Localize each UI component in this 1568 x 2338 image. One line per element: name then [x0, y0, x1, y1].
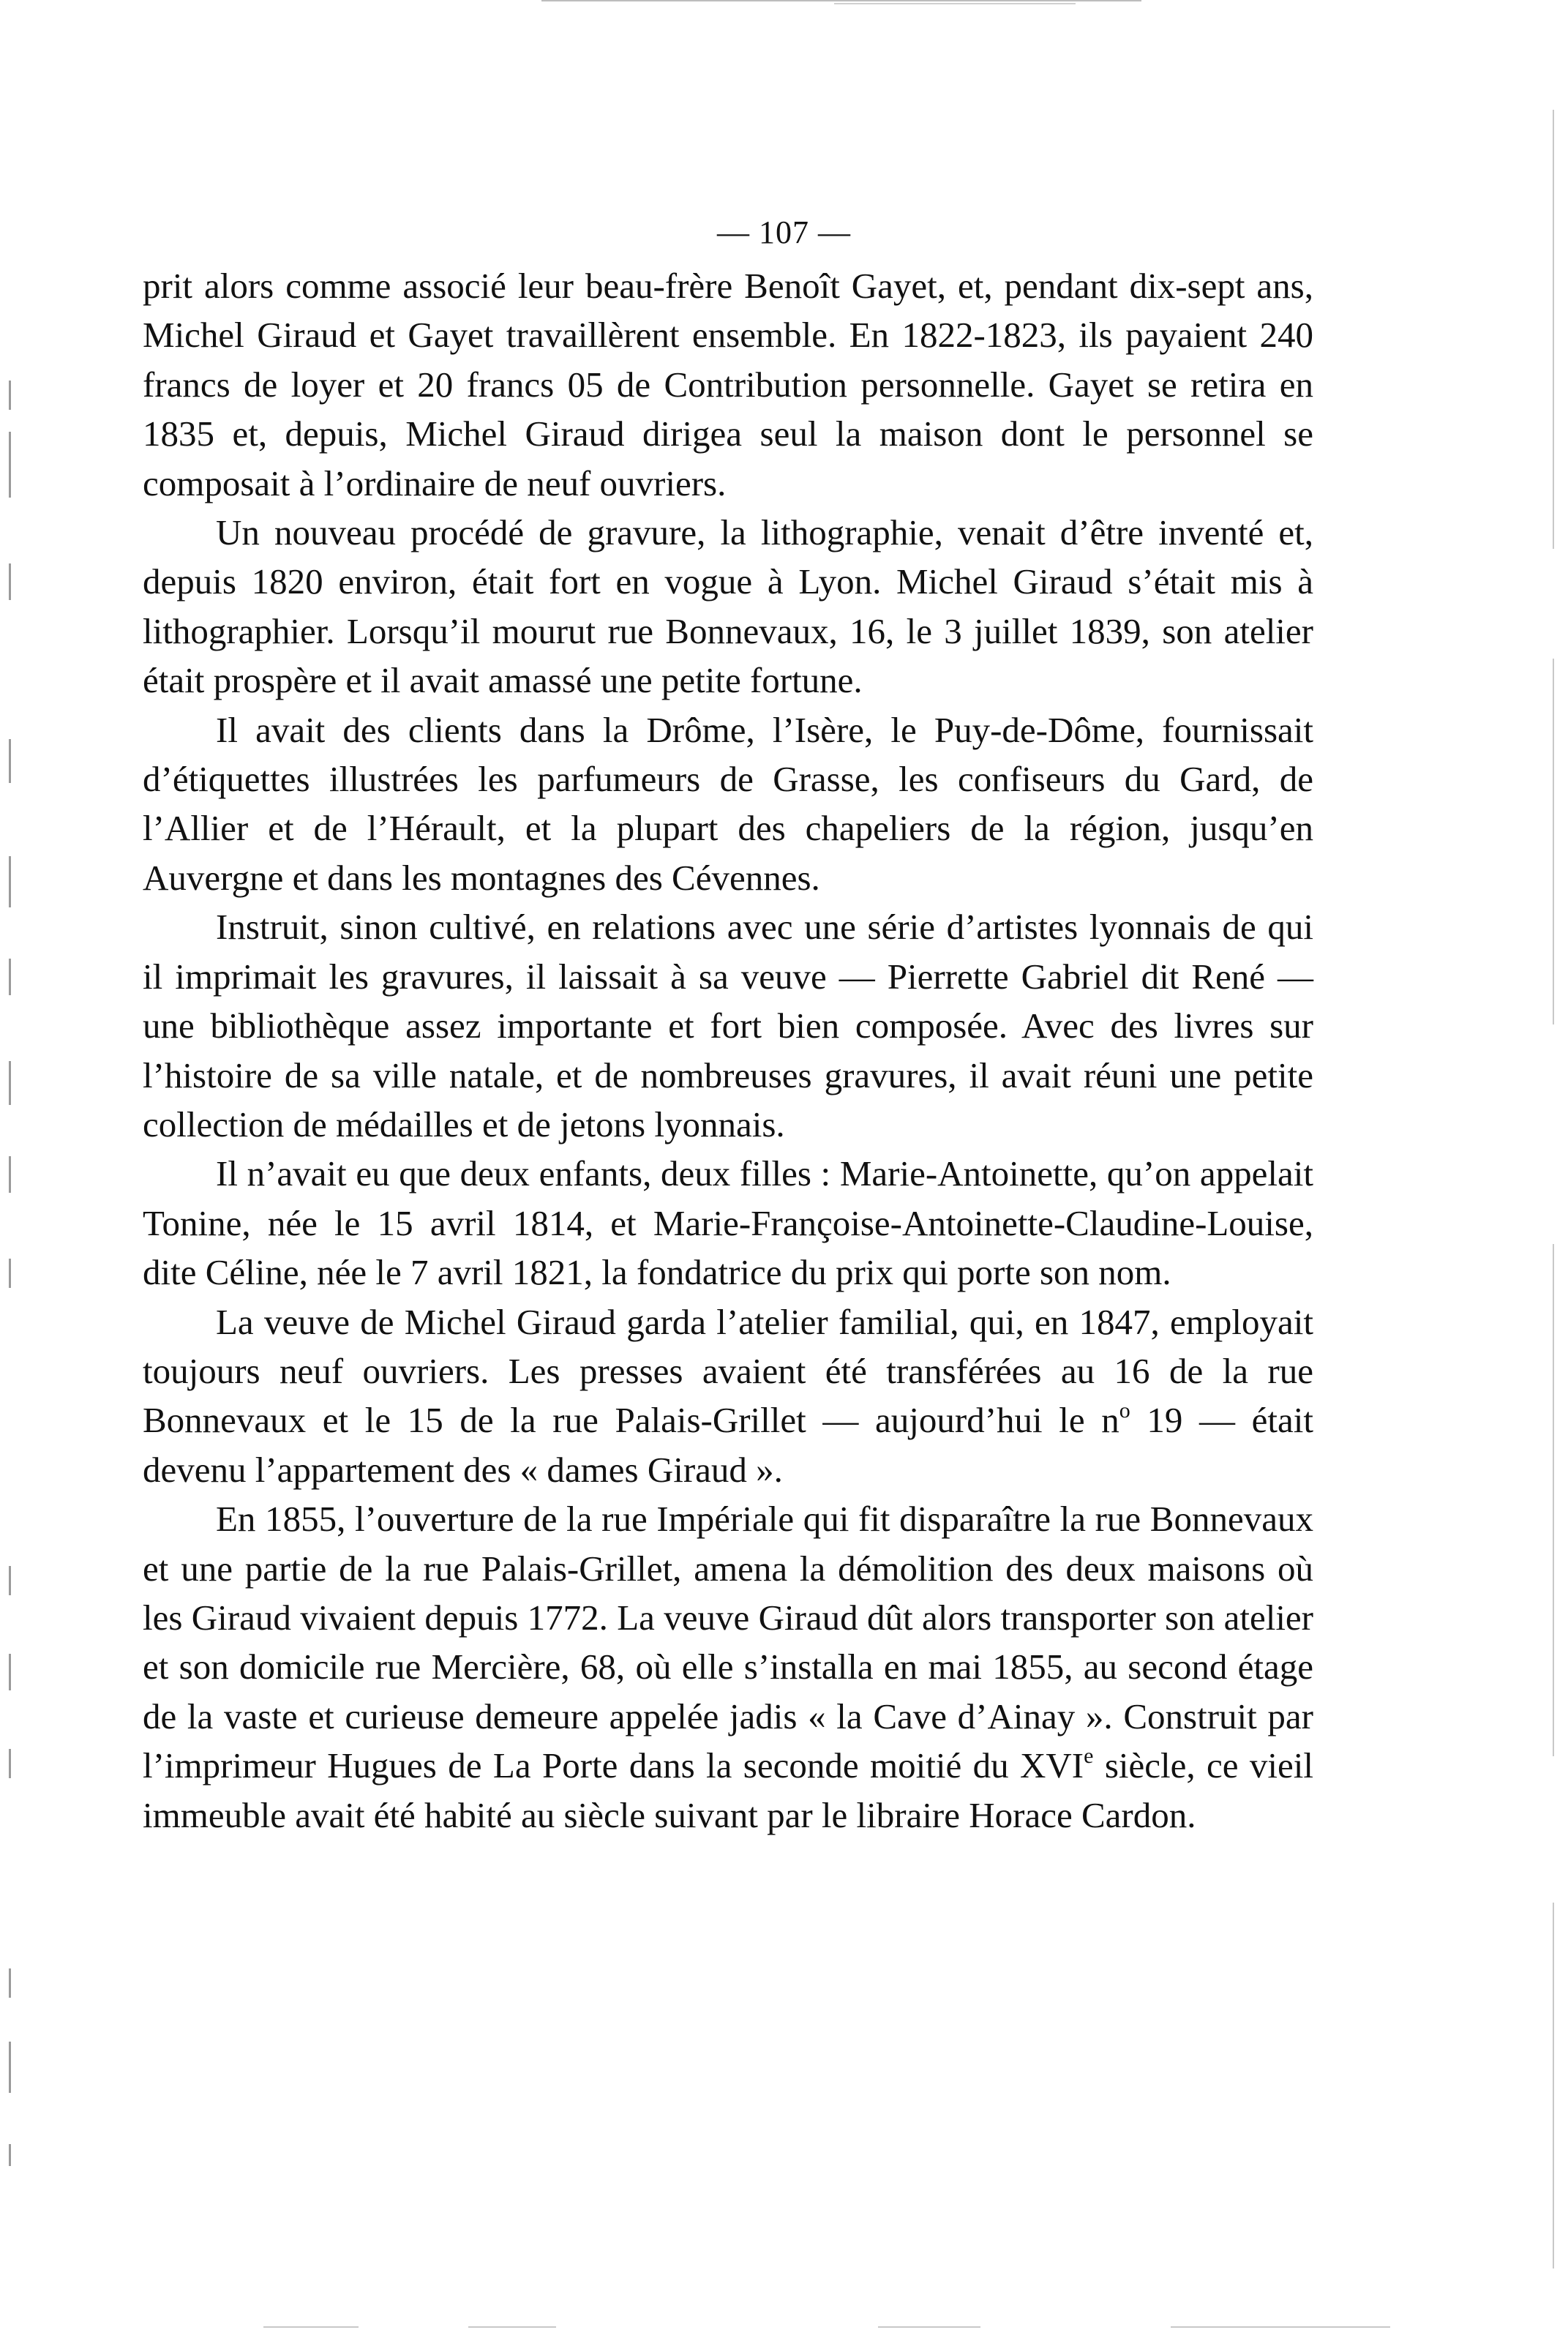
paragraph-text: La veuve de Michel Giraud garda l’atelier familial, qui, en 1847, employait toujours neuf ouvriers. Les presses avaient été transférées au 16 de la rue Bonnevaux et le 15 de la rue Palais-Grillet — aujourd’hui le n	[143, 1301, 1313, 1441]
superscript: e	[1084, 1744, 1094, 1769]
paragraph	[143, 1297, 1313, 1495]
scan-edge-mark	[9, 1654, 11, 1690]
scan-edge-mark	[1553, 1903, 1554, 2268]
scan-edge-mark	[9, 1749, 11, 1778]
paragraph: Un nouveau procédé de gravure, la lithographie, venait d’être inventé et, depuis 1820 environ, était fort en vogue à Lyon. Michel Giraud s’était mis à lithographier. Lorsqu’il mourut rue Bonnevaux, 16, le 3 juillet 1839, son atelier était prospère et il avait amassé une petite fortune.	[143, 512, 1313, 701]
scan-edge-mark	[9, 739, 11, 783]
scan-edge-mark	[9, 1259, 11, 1288]
paragraph: Il n’avait eu que deux enfants, deux filles : Marie-Antoinette, qu’on appelait Tonine, née le 15 avril 1814, et Marie-Françoise-Antoinette-Claudine-Louise, dite Céline, née le 7 avril 1821, la fondatrice du prix qui porte son nom.	[143, 1153, 1313, 1293]
page-number: — 107 —	[717, 214, 851, 250]
paragraph: Instruit, sinon cultivé, en relations avec une série d’artistes lyonnais de qui il imprimait les gravures, il laissait à sa veuve — Pierrette Gabriel dit René — une bibliothèque assez importante et fort bien composée. Avec des livres sur l’histoire de sa ville natale, et de nombreuses gravures, il avait réuni une petite collection de médailles et de jetons lyonnais.	[143, 907, 1313, 1144]
scan-edge-line	[263, 2326, 359, 2328]
scan-edge-line	[834, 3, 1076, 4]
scan-edge-mark	[9, 381, 11, 410]
paragraph	[143, 1494, 1313, 1840]
scan-edge-mark	[9, 2042, 11, 2093]
scan-edge-mark	[9, 1156, 11, 1193]
scan-edge-mark	[9, 1968, 11, 1998]
scan-edge-mark	[9, 1061, 11, 1105]
scan-edge-line	[468, 2326, 556, 2328]
scan-edge-line	[1171, 2326, 1390, 2328]
superscript: o	[1119, 1398, 1130, 1423]
body-text	[143, 261, 1313, 1840]
paragraph: prit alors comme associé leur beau-frère Benoît Gayet, et, pendant dix-sept ans, Michel Giraud et Gayet travaillèrent ensemble. En 1822-1823, ils payaient 240 francs de loyer et 20 francs 05 de Contribution personnelle. Gayet se retira en 1835 et, depuis, Michel Giraud dirigea seul la maison dont le personnel se composait à l’ordinaire de neuf ouvriers.	[143, 266, 1313, 503]
scan-edge-mark	[9, 959, 11, 995]
scan-edge-mark	[9, 1566, 11, 1595]
scan-edge-mark	[1553, 110, 1554, 549]
scan-edge-mark	[1553, 659, 1554, 1024]
scan-edge-mark	[1553, 1244, 1554, 1756]
paragraph-text: 19 — était devenu l’appartement des « dames Giraud ».	[143, 1400, 1313, 1490]
scan-edge-mark	[9, 432, 11, 498]
scan-edge-mark	[9, 2144, 11, 2166]
paragraph-text: siècle, ce vieil immeuble avait été habité au siècle suivant par le libraire Horace Cardon.	[143, 1745, 1313, 1835]
scan-edge-mark	[9, 563, 11, 600]
scan-edge-line	[541, 0, 1141, 1]
paragraph-text: En 1855, l’ouverture de la rue Impériale qui fit disparaître la rue Bonnevaux et une partie de la rue Palais-Grillet, amena la démolition des deux maisons où les Giraud vivaient depuis 1772. La veuve Giraud dût alors transporter son atelier et son domicile rue Mercière, 68, où elle s’installa en mai 1855, au second étage de la vaste et curieuse demeure appelée jadis « la Cave d’Ainay ». Construit par l’imprimeur Hugues de La Porte dans la seconde moitié du XVI	[143, 1499, 1313, 1786]
scan-edge-mark	[9, 856, 11, 907]
scan-edge-line	[878, 2326, 980, 2328]
paragraph: Il avait des clients dans la Drôme, l’Isère, le Puy-de-Dôme, fournissait d’étiquettes illustrées les parfumeurs de Grasse, les confiseurs du Gard, de l’Allier et de l’Hérault, et la plupart des chapeliers de la région, jusqu’en Auvergne et dans les montagnes des Cévennes.	[143, 709, 1313, 898]
